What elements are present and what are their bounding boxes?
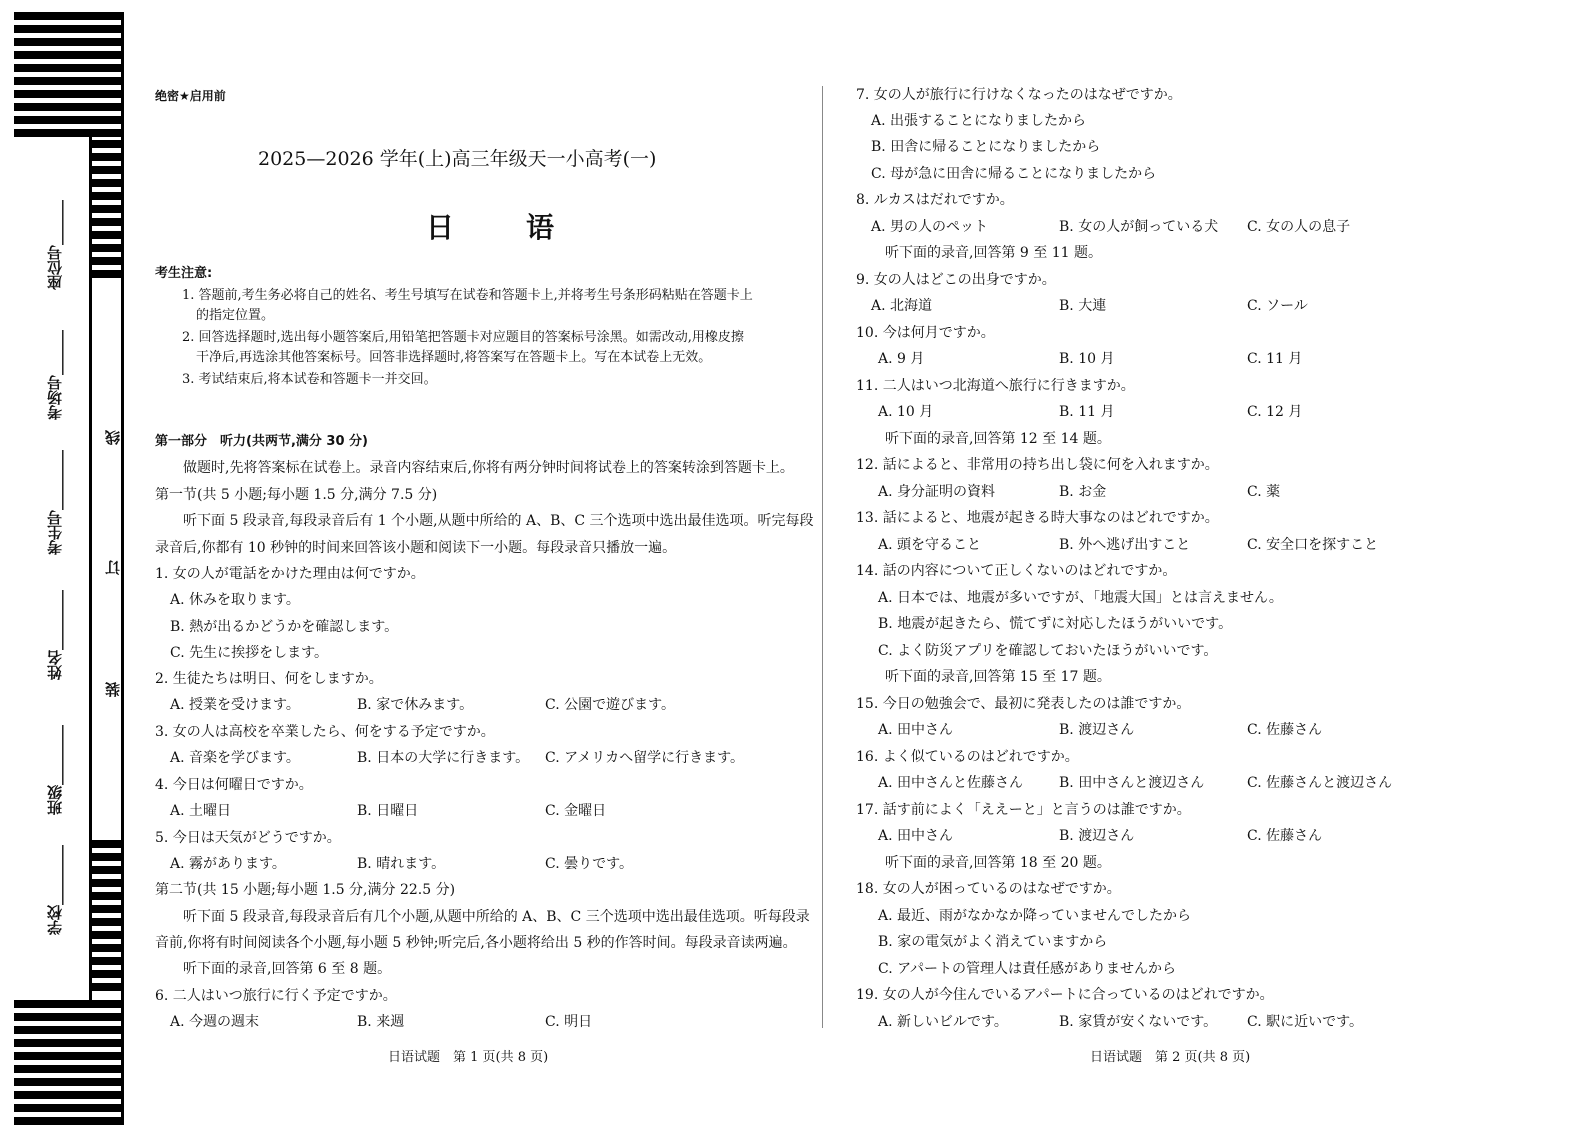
option-c: C. 母が急に田舎に帰ることになりましたから bbox=[871, 166, 1157, 182]
question-15: 15. 今日の勉強会で、最初に発表したのは誰ですか。 bbox=[856, 696, 1191, 712]
secret-label: 绝密★启用前 bbox=[155, 89, 226, 103]
option-b: B. 日曜日 bbox=[357, 803, 419, 819]
option-b: B. 地震が起きたら、慌てずに対応したほうがいいです。 bbox=[878, 616, 1233, 632]
option-a: A. 男の人のペット bbox=[871, 219, 989, 235]
class-label: 班级________ bbox=[46, 725, 64, 815]
option-a: A. 北海道 bbox=[871, 298, 933, 314]
option-a: A. 音楽を学びます。 bbox=[170, 750, 300, 766]
question-12: 12. 話によると、非常用の持ち出し袋に何を入れますか。 bbox=[856, 457, 1219, 473]
option-a: A. 身分証明の資料 bbox=[878, 484, 996, 500]
binding-line bbox=[89, 135, 92, 1005]
option-b: B. 田舎に帰ることになりましたから bbox=[871, 139, 1101, 155]
barcode-stripes-top bbox=[14, 12, 124, 142]
question-2: 2. 生徒たちは明日、何をしますか。 bbox=[155, 671, 383, 687]
option-a: A. 土曜日 bbox=[170, 803, 232, 819]
option-a: A. 日本では、地震が多いですが、「地震大国」とは言えません。 bbox=[878, 590, 1283, 606]
part1-heading: 第一部分 听力(共两节,满分 30 分) bbox=[155, 434, 368, 449]
option-b: B. 10 月 bbox=[1059, 351, 1115, 367]
listen-instruction: 听下面的录音,回答第 6 至 8 题。 bbox=[183, 961, 392, 977]
section2-intro: 音前,你将有时间阅读各个小题,每小题 5 秒钟;听完后,各小题将给出 5 秒的作答时间。每段录音读两遍。 bbox=[155, 935, 797, 951]
section1-heading: 第一节(共 5 小题;每小题 1.5 分,满分 7.5 分) bbox=[155, 487, 438, 503]
option-c: C. 11 月 bbox=[1247, 351, 1303, 367]
question-13: 13. 話によると、地震が起きる時大事なのはどれですか。 bbox=[856, 510, 1219, 526]
option-b: B. 外へ逃げ出すこと bbox=[1059, 537, 1191, 553]
student-number-label: 考生号________ bbox=[46, 450, 64, 555]
notice-item: 2. 回答选择题时,选出每小题答案后,用铅笔把答题卡对应题目的答案标号涂黑。如需改动,用橡皮擦 bbox=[182, 330, 744, 345]
notice-item: 干净后,再选涂其他答案标号。回答非选择题时,将答案写在答题卡上。写在本试卷上无效。 bbox=[196, 350, 712, 365]
subject-title: 日 语 bbox=[426, 211, 577, 244]
cut-mark-line: 线 bbox=[104, 430, 122, 445]
option-a: A. 田中さん bbox=[878, 828, 954, 844]
question-9: 9. 女の人はどこの出身ですか。 bbox=[856, 272, 1056, 288]
question-16: 16. よく似ているのはどれですか。 bbox=[856, 749, 1079, 765]
option-a: A. 新しいビルです。 bbox=[878, 1014, 1008, 1030]
question-18: 18. 女の人が困っているのはなぜですか。 bbox=[856, 881, 1121, 897]
option-a: A. 出張することになりましたから bbox=[871, 113, 1087, 129]
option-a: A. 今週の週末 bbox=[170, 1014, 260, 1030]
section2-heading: 第二节(共 15 小题;每小题 1.5 分,满分 22.5 分) bbox=[155, 882, 456, 898]
part1-intro: 做题时,先将答案标在试卷上。录音内容结束后,你将有两分钟时间将试卷上的答案转涂到答题卡上。 bbox=[183, 460, 794, 476]
question-14: 14. 話の内容について正しくないのはどれですか。 bbox=[856, 563, 1177, 579]
question-8: 8. ルカスはだれですか。 bbox=[856, 192, 1014, 208]
exam-title: 2025—2026 学年(上)高三年级天一小高考(一) bbox=[258, 148, 657, 170]
option-c: C. 公園で遊びます。 bbox=[545, 697, 675, 713]
option-b: B. お金 bbox=[1059, 484, 1107, 500]
barcode-stripes-bottom bbox=[14, 1000, 124, 1130]
listen-instruction: 听下面的录音,回答第 18 至 20 题。 bbox=[885, 855, 1111, 871]
option-b: B. 晴れます。 bbox=[357, 856, 446, 872]
question-1: 1. 女の人が電話をかけた理由は何ですか。 bbox=[155, 566, 425, 582]
option-a: A. 田中さん bbox=[878, 722, 954, 738]
question-4: 4. 今日は何曜日ですか。 bbox=[155, 777, 313, 793]
option-b: B. 来週 bbox=[357, 1014, 405, 1030]
option-c: C. 佐藤さん bbox=[1247, 828, 1323, 844]
option-c: C. 佐藤さん bbox=[1247, 722, 1323, 738]
option-a: A. 休みを取ります。 bbox=[170, 592, 300, 608]
listen-instruction: 听下面的录音,回答第 9 至 11 题。 bbox=[885, 245, 1102, 261]
question-5: 5. 今日は天気がどうですか。 bbox=[155, 830, 341, 846]
option-c: C. 曇りです。 bbox=[545, 856, 633, 872]
option-b: B. 日本の大学に行きます。 bbox=[357, 750, 530, 766]
option-b: B. 熱が出るかどうかを確認します。 bbox=[170, 619, 399, 635]
option-c: C. 安全口を探すこと bbox=[1247, 537, 1379, 553]
question-11: 11. 二人はいつ北海道へ旅行に行きますか。 bbox=[856, 378, 1135, 394]
cut-mark-bind: 订 bbox=[104, 560, 122, 575]
option-c: C. 金曜日 bbox=[545, 803, 607, 819]
notice-item: 3. 考试结束后,将本试卷和答题卡一并交回。 bbox=[182, 372, 437, 387]
option-c: C. 佐藤さんと渡辺さん bbox=[1247, 775, 1393, 791]
listen-instruction: 听下面的录音,回答第 15 至 17 题。 bbox=[885, 669, 1111, 685]
option-a: A. 霧があります。 bbox=[170, 856, 286, 872]
option-c: C. よく防災アプリを確認しておいたほうがいいです。 bbox=[878, 643, 1218, 659]
barcode-stripes-upper bbox=[92, 140, 124, 283]
cut-mark-pack: 装 bbox=[104, 682, 122, 697]
option-b: B. 田中さんと渡辺さん bbox=[1059, 775, 1205, 791]
column-separator bbox=[822, 86, 823, 1028]
option-b: B. 家で休みます。 bbox=[357, 697, 474, 713]
option-b: B. 家賃が安くないです。 bbox=[1059, 1014, 1218, 1030]
option-c: C. 明日 bbox=[545, 1014, 593, 1030]
option-c: C. アメリカへ留学に行きます。 bbox=[545, 750, 745, 766]
option-b: B. 渡辺さん bbox=[1059, 722, 1135, 738]
option-c: C. アパートの管理人は責任感がありませんから bbox=[878, 961, 1176, 977]
room-number-label: 考场号______ bbox=[46, 330, 64, 420]
option-b: B. 11 月 bbox=[1059, 404, 1115, 420]
option-a: A. 頭を守ること bbox=[878, 537, 982, 553]
option-c: C. 12 月 bbox=[1247, 404, 1303, 420]
seat-number-label: 座位号______ bbox=[46, 200, 64, 290]
option-c: C. 薬 bbox=[1247, 484, 1281, 500]
option-c: C. 女の人の息子 bbox=[1247, 219, 1351, 235]
page-footer-1: 日语试题 第 1 页(共 8 页) bbox=[388, 1050, 549, 1065]
option-b: B. 大連 bbox=[1059, 298, 1107, 314]
notice-heading: 考生注意: bbox=[155, 266, 213, 281]
section1-intro: 录音后,你都有 10 秒钟的时间来回答该小题和阅读下一小题。每段录音只播放一遍。 bbox=[155, 540, 677, 556]
school-label: 学校________ bbox=[46, 845, 64, 935]
barcode-stripes-lower bbox=[92, 840, 124, 996]
section2-intro: 听下面 5 段录音,每段录音后有几个小题,从题中所给的 A、B、C 三个选项中选出最佳选项。听每段录 bbox=[183, 909, 810, 925]
option-c: C. ソール bbox=[1247, 298, 1308, 314]
question-6: 6. 二人はいつ旅行に行く予定ですか。 bbox=[155, 988, 397, 1004]
question-10: 10. 今は何月ですか。 bbox=[856, 325, 995, 341]
option-c: C. 先生に挨拶をします。 bbox=[170, 645, 328, 661]
notice-item: 的指定位置。 bbox=[196, 308, 275, 323]
section1-intro: 听下面 5 段录音,每段录音后有 1 个小题,从题中所给的 A、B、C 三个选项中选出最佳选项。听完每段 bbox=[183, 513, 814, 529]
option-b: B. 家の電気がよく消えていますから bbox=[878, 934, 1108, 950]
name-label: 姓名________ bbox=[46, 590, 64, 680]
option-a: A. 田中さんと佐藤さん bbox=[878, 775, 1024, 791]
question-3: 3. 女の人は高校を卒業したら、何をする予定ですか。 bbox=[155, 724, 495, 740]
option-b: B. 渡辺さん bbox=[1059, 828, 1135, 844]
question-17: 17. 話す前によく「ええーと」と言うのは誰ですか。 bbox=[856, 802, 1191, 818]
option-a: A. 10 月 bbox=[878, 404, 934, 420]
option-a: A. 9 月 bbox=[878, 351, 925, 367]
option-a: A. 最近、雨がなかなか降っていませんでしたから bbox=[878, 908, 1192, 924]
question-19: 19. 女の人が今住んでいるアパートに合っているのはどれですか。 bbox=[856, 987, 1274, 1003]
option-b: B. 女の人が飼っている犬 bbox=[1059, 219, 1219, 235]
notice-item: 1. 答题前,考生务必将自己的姓名、考生号填写在试卷和答题卡上,并将考生号条形码粘贴在答题卡上 bbox=[182, 288, 753, 303]
question-7: 7. 女の人が旅行に行けなくなったのはなぜですか。 bbox=[856, 87, 1182, 103]
listen-instruction: 听下面的录音,回答第 12 至 14 题。 bbox=[885, 431, 1111, 447]
option-a: A. 授業を受けます。 bbox=[170, 697, 300, 713]
page-footer-2: 日语试题 第 2 页(共 8 页) bbox=[1090, 1050, 1251, 1065]
option-c: C. 駅に近いです。 bbox=[1247, 1014, 1363, 1030]
